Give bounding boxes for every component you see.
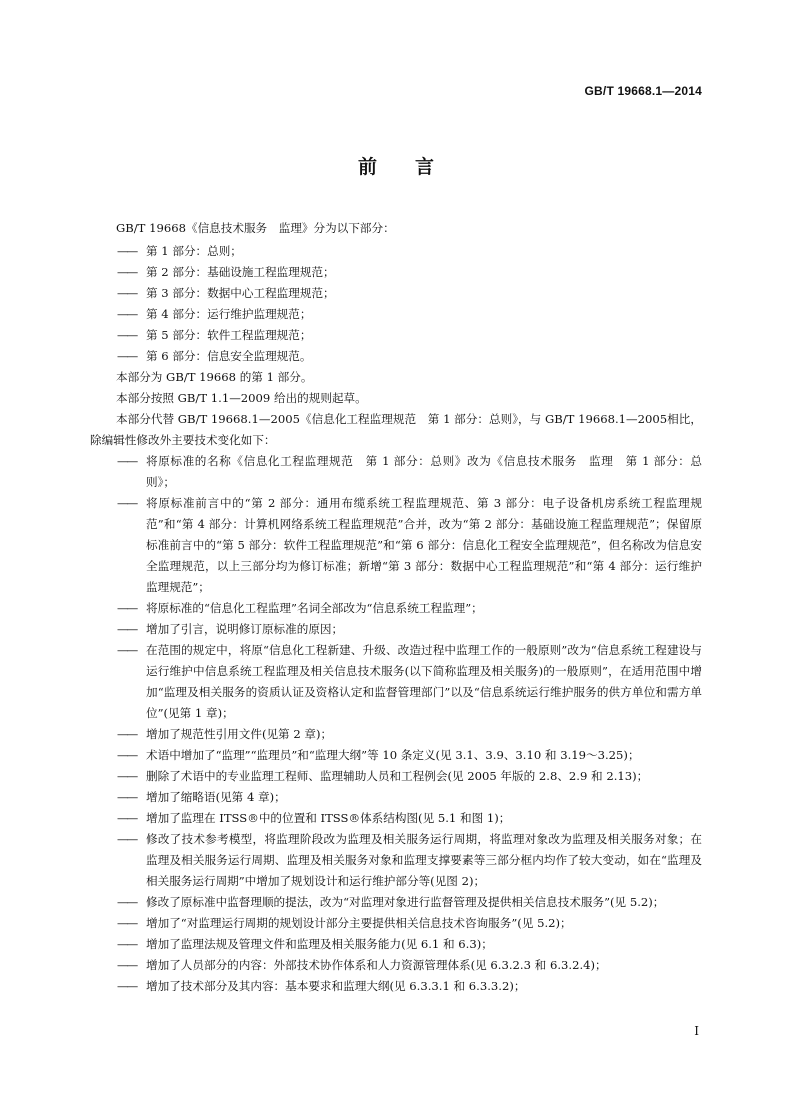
dash-marker: —— <box>117 244 137 258</box>
list-item-text: 修改了技术参考模型，将监理阶段改为监理及相关服务运行周期，将监理对象改为监理及相关服务对象；在监理及相关服务运行周期、监理及相关服务对象和监理支撑要素等三部分框内均作了较大变动，如在“监理及相关服务运行周期”中增加了规划设计和运行维护部分等(见图 2)； <box>146 832 702 888</box>
list-item-text: 第 2 部分：基础设施工程监理规范； <box>146 265 335 279</box>
list-item-text: 将原标准前言中的“第 2 部分：通用布缆系统工程监理规范、第 3 部分：电子设备机房系统工程监理规范”和“第 4 部分：计算机网络系统工程监理规范”合并，改为“第 2 部分：基础设施工程监理规范”；保留原标准前言中的“第 5 部分：软件工程监理规范”和“第 6 部分：信息化工程安全监理规范”，但名称改为信息安全监理规范，以上三部分均为修订标准；新增“第 3 部分：数据中心工程监理规范”和“第 4 部分：运行维护监理规范”； <box>146 496 702 594</box>
standard-number: GB/T 19668.1—2014 <box>584 84 702 98</box>
list-item <box>90 913 702 934</box>
dash-marker: —— <box>117 958 137 972</box>
list-item-text: 增加了监理法规及管理文件和监理及相关服务能力(见 6.1 和 6.3)； <box>146 937 493 951</box>
page-number: I <box>694 1024 699 1038</box>
dash-marker: —— <box>117 601 137 615</box>
dash-marker: —— <box>117 979 137 993</box>
list-item-text: 增加了缩略语(见第 4 章)； <box>146 790 286 804</box>
list-item-text: 将原标准的“信息化工程监理”名词全部改为“信息系统工程监理”； <box>146 601 483 615</box>
list-item <box>90 640 702 724</box>
dash-marker: —— <box>117 622 137 636</box>
dash-marker: —— <box>117 727 137 741</box>
list-item-text: 将原标准的名称《信息化工程监理规范 第 1 部分：总则》改为《信息技术服务 监理 第 1 部分：总则》； <box>146 454 702 489</box>
list-item-text: 增加了监理在 ITSS®中的位置和 ITSS®体系结构图(见 5.1 和图 1)； <box>146 811 511 825</box>
list-item-text: 第 5 部分：软件工程监理规范； <box>146 328 312 342</box>
dash-marker: —— <box>117 643 137 657</box>
dash-marker: —— <box>117 769 137 783</box>
list-item-text: 增加了规范性引用文件(见第 2 章)； <box>146 727 333 741</box>
list-item-text: 第 6 部分：信息安全监理规范。 <box>146 349 312 363</box>
drafting-rules-statement: 本部分按照 GB/T 1.1—2009 给出的规则起草。 <box>116 391 367 405</box>
list-item <box>90 598 702 619</box>
list-item <box>90 724 702 745</box>
dash-marker: —— <box>117 916 137 930</box>
dash-marker: —— <box>117 496 137 510</box>
list-item-text: 在范围的规定中，将原“信息化工程新建、升级、改造过程中监理工作的一般原则”改为“信息系统工程建设与运行维护中信息系统工程监理及相关信息技术服务(以下简称监理及相关服务)的一般原则”，在适用范围中增加“监理及相关服务的资质认证及资格认定和监督管理部门”以及“信息系统运行维护服务的供方单位和需方单位”(见第 1 章)； <box>146 643 702 720</box>
list-item <box>90 304 702 325</box>
list-item-text: 增加了“对监理运行周期的规划设计部分主要提供相关信息技术咨询服务”(见 5.2)； <box>146 916 572 930</box>
list-item <box>90 262 702 283</box>
list-item <box>90 976 702 997</box>
list-item <box>90 892 702 913</box>
dash-marker: —— <box>117 286 137 300</box>
dash-marker: —— <box>117 307 137 321</box>
parts-list <box>90 241 702 367</box>
dash-marker: —— <box>117 349 137 363</box>
dash-marker: —— <box>117 265 137 279</box>
list-item <box>90 766 702 787</box>
list-item-text: 术语中增加了“监理”“监理员”和“监理大纲”等 10 条定义(见 3.1、3.9、3.10 和 3.19～3.25)； <box>146 748 640 762</box>
dash-marker: —— <box>117 454 137 468</box>
dash-marker: —— <box>117 895 137 909</box>
list-item-text: 第 3 部分：数据中心工程监理规范； <box>146 286 335 300</box>
list-item-text: 第 1 部分：总则； <box>146 244 242 258</box>
foreword-body <box>90 218 702 997</box>
dash-marker: —— <box>117 790 137 804</box>
replacement-note: 本部分代替 GB/T 19668.1—2005《信息化工程监理规范 第 1 部分：总则》，与 GB/T 19668.1—2005相比，除编辑性修改外主要技术变化如下： <box>90 412 702 447</box>
list-item-text: 修改了原标准中监督理顺的提法，改为“对监理对象进行监督管理及提供相关信息技术服务”(见 5.2)； <box>146 895 665 909</box>
page-title: 前言 <box>357 156 472 178</box>
list-item <box>90 934 702 955</box>
list-item <box>90 493 702 598</box>
intro-paragraph: GB/T 19668《信息技术服务 监理》分为以下部分： <box>116 221 395 235</box>
list-item <box>90 283 702 304</box>
dash-marker: —— <box>117 832 137 846</box>
part-statement: 本部分为 GB/T 19668 的第 1 部分。 <box>116 370 313 384</box>
dash-marker: —— <box>117 811 137 825</box>
list-item <box>90 346 702 367</box>
list-item-text: 增加了引言，说明修订原标准的原因； <box>146 622 344 636</box>
list-item <box>90 619 702 640</box>
dash-marker: —— <box>117 937 137 951</box>
dash-marker: —— <box>117 328 137 342</box>
list-item <box>90 829 702 892</box>
list-item-text: 增加了人员部分的内容：外部技术协作体系和人力资源管理体系(见 6.3.2.3 和 6.3.2.4)； <box>146 958 607 972</box>
list-item-text: 删除了术语中的专业监理工程师、监理辅助人员和工程例会(见 2005 年版的 2.8、2.9 和 2.13)； <box>146 769 649 783</box>
list-item <box>90 808 702 829</box>
list-item-text: 第 4 部分：运行维护监理规范； <box>146 307 312 321</box>
list-item <box>90 241 702 262</box>
list-item <box>90 787 702 808</box>
list-item <box>90 955 702 976</box>
changes-list <box>90 451 702 997</box>
list-item <box>90 325 702 346</box>
list-item-text: 增加了技术部分及其内容：基本要求和监理大纲(见 6.3.3.1 和 6.3.3.2)； <box>146 979 526 993</box>
list-item <box>90 745 702 766</box>
list-item <box>90 451 702 493</box>
dash-marker: —— <box>117 748 137 762</box>
